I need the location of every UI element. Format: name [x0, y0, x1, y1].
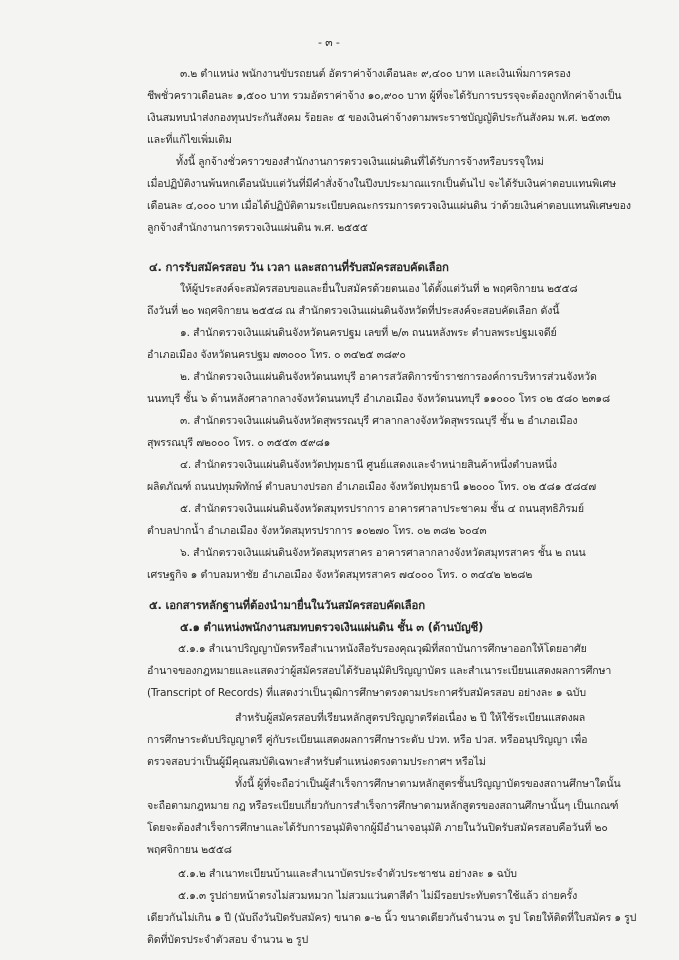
paragraph-line: ๕. สำนักตรวจเงินแผ่นดินจังหวัดสมุทรปราการ อาคารศาลาประชาคม ชั้น ๔ ถนนสุทธิภิรมย์	[180, 503, 584, 515]
paragraph-line: เงินสมทบนำส่งกองทุนประกันสังคม ร้อยละ ๕ ของเงินค่าจ้างตามพระราชบัญญัติประกันสังคม พ.ศ. ๒๕๓๓	[147, 112, 610, 124]
paragraph-line: ให้ผู้ประสงค์จะสมัครสอบขอและยื่นใบสมัครด้วยตนเอง ได้ตั้งแต่วันที่ ๒ พฤศจิกายน ๒๕๕๘	[180, 283, 578, 295]
section-heading: ๔. การรับสมัครสอบ วัน เวลา และสถานที่รับสมัครสอบคัดเลือก	[149, 260, 449, 274]
paragraph-line: เศรษฐกิจ ๑ ตำบลมหาชัย อำเภอเมือง จังหวัดสมุทรสาคร ๗๔๐๐๐ โทร. ๐ ๓๔๔๒ ๒๒๘๒	[147, 569, 533, 581]
paragraph-line: จะถือตามกฎหมาย กฎ หรือระเบียบเกี่ยวกับการสำเร็จการศึกษาตามหลักสูตรของสถานศึกษานั้นๆ เป็นเกณฑ์	[147, 800, 619, 812]
subsection-heading: ๕.๑ ตำแหน่งพนักงานสมทบตรวจเงินแผ่นดิน ชั้น ๓ (ด้านบัญชี)	[180, 620, 484, 634]
paragraph-line: ๕.๑.๑ สำเนาปริญญาบัตรหรือสำเนาหนังสือรับรองคุณวุฒิที่สถาบันการศึกษาออกให้โดยอาศัย	[178, 643, 587, 655]
paragraph-line: ถึงวันที่ ๒๐ พฤศจิกายน ๒๕๕๘ ณ สำนักตรวจเงินแผ่นดินจังหวัดที่ประสงค์จะสอบคัดเลือก ดังนี้	[147, 305, 560, 317]
paragraph-line: ตรวจสอบว่าเป็นผู้มีคุณสมบัติเฉพาะสำหรับตำแหน่งตรงตามประกาศฯ หรือไม่	[147, 756, 486, 768]
paragraph-line: เดียวกันไม่เกิน ๑ ปี (นับถึงวันปิดรับสมัคร) ขนาด ๑-๒ นิ้ว ขนาดเดียวกันจำนวน ๓ รูป โดยให้ติดที่ใบสมัคร ๑ รูป	[147, 912, 637, 924]
paragraph-line: และที่แก้ไขเพิ่มเติม	[147, 134, 232, 146]
paragraph-line: โดยจะต้องสำเร็จการศึกษาและได้รับการอนุมัติจากผู้มีอำนาจอนุมัติ ภายในวันปิดรับสมัครสอบคือวันที่ ๒๐	[147, 822, 608, 834]
paragraph-line: ผลิตภัณฑ์ ถนนปทุมพิทักษ์ ตำบลบางปรอก อำเภอเมือง จังหวัดปทุมธานี ๑๒๐๐๐ โทร. ๐๒ ๕๘๑ ๕๘๔๗	[147, 481, 597, 493]
paragraph-line: ทั้งนี้ ผู้ที่จะถือว่าเป็นผู้สำเร็จการศึกษาตามหลักสูตรชั้นปริญญาบัตรของสถานศึกษาใดนั้น	[235, 778, 621, 790]
paragraph-line: สำหรับผู้สมัครสอบที่เรียนหลักสูตรปริญญาตรีต่อเนื่อง ๒ ปี ให้ใช้ระเบียนแสดงผล	[235, 712, 586, 724]
paragraph-line: อำเภอเมือง จังหวัดนครปฐม ๗๓๐๐๐ โทร. ๐ ๓๔๒๕ ๓๘๙๐	[147, 349, 406, 361]
paragraph-line: สุพรรณบุรี ๗๒๐๐๐ โทร. ๐ ๓๕๕๓ ๕๙๘๑	[147, 437, 331, 449]
paragraph-line: เมื่อปฏิบัติงานพ้นหกเดือนนับแต่วันที่มีคำสั่งจ้างในปีงบประมาณแรกเป็นต้นไป จะได้รับเงินค่าตอบแทนพิเศษ	[147, 178, 616, 190]
paragraph-line: (Transcript of Records) ที่แสดงว่าเป็นวุฒิการศึกษาตรงตามประกาศรับสมัครสอบ อย่างละ ๑ ฉบับ	[147, 687, 586, 699]
paragraph-line: ลูกจ้างสำนักงานการตรวจเงินแผ่นดิน พ.ศ. ๒๕๕๕	[147, 222, 368, 234]
paragraph-line: ๕.๑.๒ สำเนาทะเบียนบ้านและสำเนาบัตรประจำตัวประชาชน อย่างละ ๑ ฉบับ	[178, 868, 517, 880]
page-number: - ๓ -	[318, 36, 340, 49]
paragraph-line: ๑. สำนักตรวจเงินแผ่นดินจังหวัดนครปฐม เลขที่ ๒/๓ ถนนหลังพระ ตำบลพระปฐมเจดีย์	[180, 327, 557, 339]
paragraph-line: ๖. สำนักตรวจเงินแผ่นดินจังหวัดสมุทรสาคร อาคารศาลากลางจังหวัดสมุทรสาคร ชั้น ๒ ถนน	[180, 547, 586, 559]
paragraph-line: ติดที่บัตรประจำตัวสอบ จำนวน ๒ รูป	[147, 934, 309, 946]
paragraph-line: การศึกษาระดับปริญญาตรี คู่กับระเบียนแสดงผลการศึกษาระดับ ปวท. หรือ ปวส. หรืออนุปริญญา เพื่อ	[147, 734, 588, 746]
paragraph-line: นนทบุรี ชั้น ๖ ด้านหลังศาลากลางจังหวัดนนทบุรี อำเภอเมือง จังหวัดนนทบุรี ๑๑๐๐๐ โทร ๐๒ ๕๘๐ ๒๓๑๘	[147, 393, 611, 405]
paragraph-line: ๕.๑.๓ รูปถ่ายหน้าตรงไม่สวมหมวก ไม่สวมแว่นตาสีดำ ไม่มีรอยประทับตราใช้แล้ว ถ่ายครั้ง	[178, 890, 578, 902]
paragraph-line: ชีพชั่วคราวเดือนละ ๑,๕๐๐ บาท รวมอัตราค่าจ้าง ๑๐,๙๐๐ บาท ผู้ที่จะได้รับการบรรจุจะต้องถูกหักค่าจ้างเป็น	[147, 90, 622, 102]
section-heading: ๕. เอกสารหลักฐานที่ต้องนำมายื่นในวันสมัครสอบคัดเลือก	[149, 598, 425, 612]
paragraph-line: ๒. สำนักตรวจเงินแผ่นดินจังหวัดนนทบุรี อาคารสวัสดิการข้าราชการองค์การบริหารส่วนจังหวัด	[180, 371, 597, 383]
paragraph-line: ๓. สำนักตรวจเงินแผ่นดินจังหวัดสุพรรณบุรี ศาลากลางจังหวัดสุพรรณบุรี ชั้น ๒ อำเภอเมือง	[180, 415, 578, 427]
paragraph-line: ๔. สำนักตรวจเงินแผ่นดินจังหวัดปทุมธานี ศูนย์แสดงและจำหน่ายสินค้าหนึ่งตำบลหนึ่ง	[180, 459, 557, 471]
paragraph-line: ๓.๒ ตำแหน่ง พนักงานขับรถยนต์ อัตราค่าจ้างเดือนละ ๙,๔๐๐ บาท และเงินเพิ่มการครอง	[180, 68, 571, 80]
paragraph-line: ทั้งนี้ ลูกจ้างชั่วคราวของสำนักงานการตรวจเงินแผ่นดินที่ได้รับการจ้างหรือบรรจุใหม่	[176, 156, 544, 168]
paragraph-line: พฤศจิกายน ๒๕๕๘	[147, 844, 232, 856]
paragraph-line: ตำบลปากน้ำ อำเภอเมือง จังหวัดสมุทรปราการ ๑๐๒๗๐ โทร. ๐๒ ๓๘๒ ๖๐๔๓	[147, 525, 487, 537]
paragraph-line: อำนาจของกฎหมายและแสดงว่าผู้สมัครสอบได้รับอนุมัติปริญญาบัตร และสำเนาระเบียนแสดงผลการศึกษา	[147, 665, 612, 677]
paragraph-line: เดือนละ ๔,๐๐๐ บาท เมื่อได้ปฏิบัติตามระเบียบคณะกรรมการตรวจเงินแผ่นดิน ว่าด้วยเงินค่าตอบแทนพิเศษของ	[147, 200, 631, 212]
